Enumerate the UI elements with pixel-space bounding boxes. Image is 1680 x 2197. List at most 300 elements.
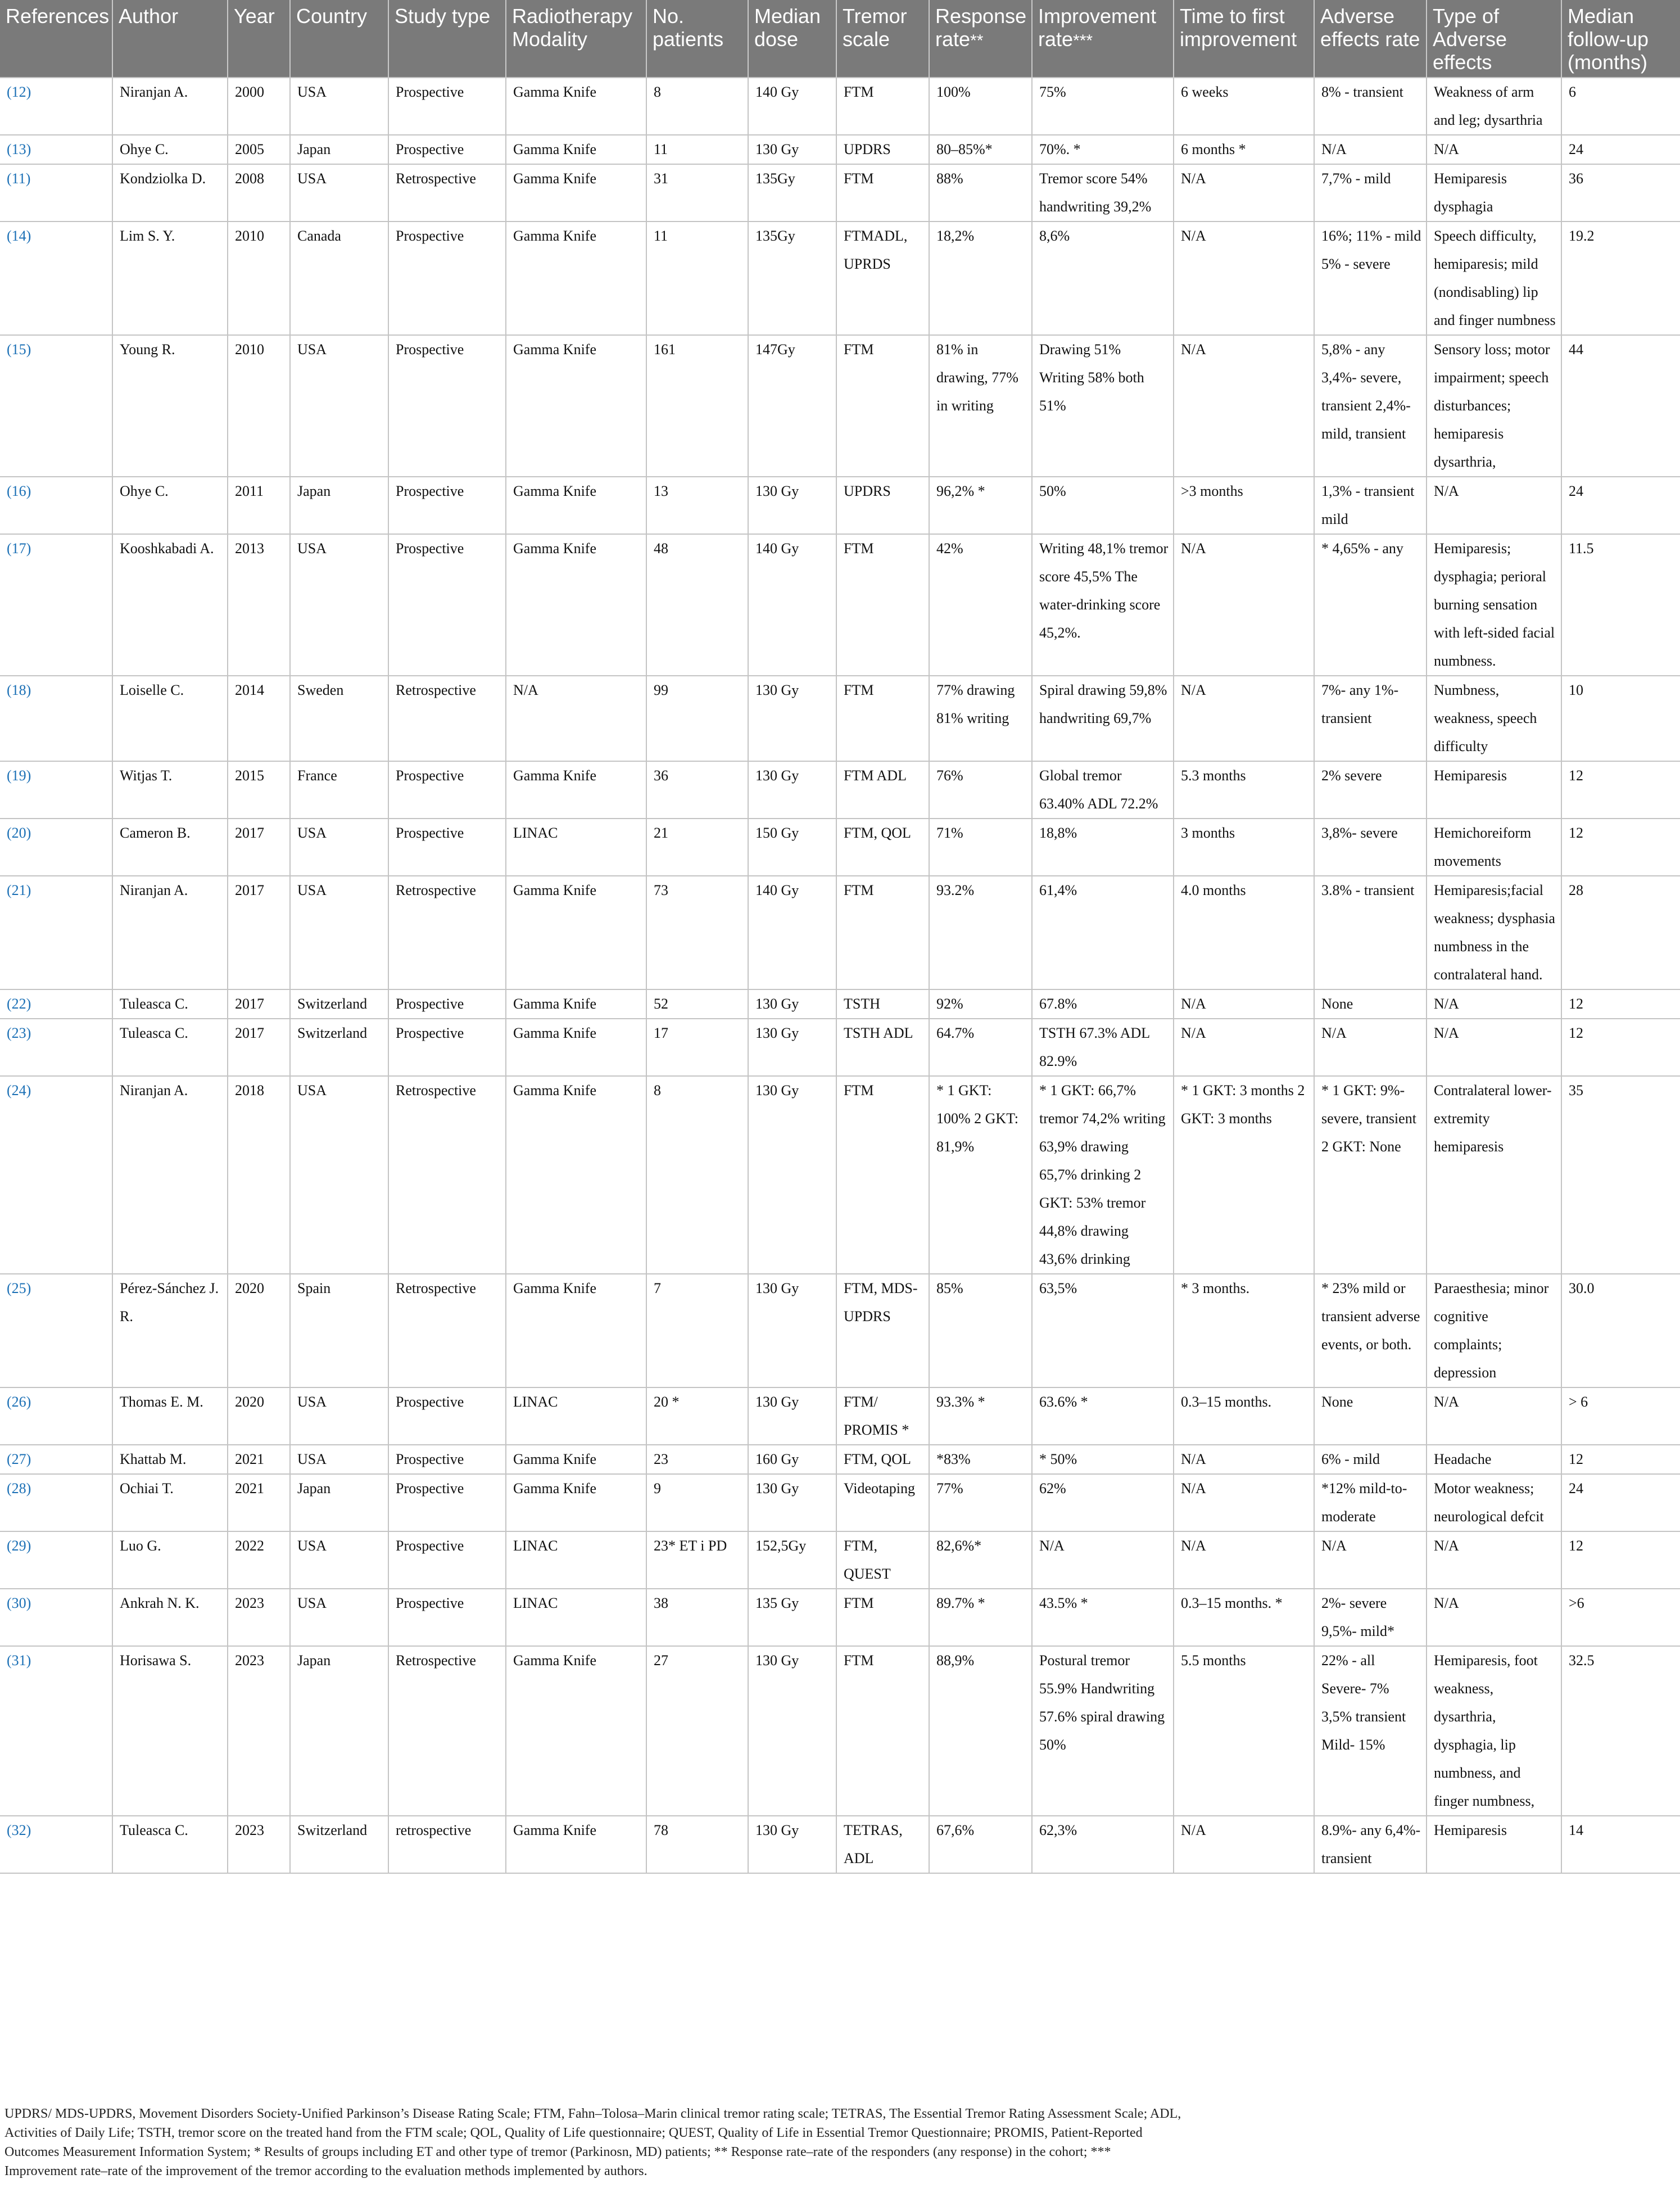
table-cell: 24 — [1561, 477, 1680, 534]
table-cell: Prospective — [388, 1445, 506, 1474]
table-row — [0, 477, 1680, 534]
table-cell: FTM — [836, 78, 929, 135]
table-cell: Retrospective — [388, 1274, 506, 1387]
column-header: No. patients — [646, 0, 748, 78]
table-cell: 5.5 months — [1174, 1646, 1314, 1816]
table-cell: Writing 48,1% tremor score 45,5% The water-drinking score 45,2%. — [1032, 534, 1174, 676]
table-cell: LINAC — [506, 1531, 646, 1589]
table-cell: 2011 — [228, 477, 290, 534]
table-cell: Ohye C. — [112, 135, 228, 164]
table-cell: Gamma Knife — [506, 1445, 646, 1474]
table-cell: Prospective — [388, 78, 506, 135]
column-header: Study type — [388, 0, 506, 78]
table-cell: 85% — [929, 1274, 1032, 1387]
table-cell: TSTH 67.3% ADL 82.9% — [1032, 1019, 1174, 1076]
table-cell: Prospective — [388, 1474, 506, 1531]
table-cell: Gamma Knife — [506, 135, 646, 164]
table-cell: Hemiparesis dysphagia — [1427, 164, 1561, 221]
table-cell: 16%; 11% - mild 5% - severe — [1314, 221, 1427, 335]
table-cell: 24 — [1561, 1474, 1680, 1531]
table-cell: N/A — [1174, 1445, 1314, 1474]
table-cell: 32.5 — [1561, 1646, 1680, 1816]
table-cell: *12% mild-to-moderate — [1314, 1474, 1427, 1531]
table-cell: Retrospective — [388, 876, 506, 989]
table-cell: Speech difficulty, hemiparesis; mild (nondisabling) lip and finger numbness — [1427, 221, 1561, 335]
table-cell: Gamma Knife — [506, 1646, 646, 1816]
column-header: Improvement rate*** — [1032, 0, 1174, 78]
table-cell: 93.3% * — [929, 1387, 1032, 1445]
table-cell: N/A — [1032, 1531, 1174, 1589]
table-cell: N/A — [1427, 477, 1561, 534]
table-cell: 11 — [646, 221, 748, 335]
table-cell: 13 — [646, 477, 748, 534]
table-cell: 140 Gy — [748, 78, 836, 135]
table-cell: Ohye C. — [112, 477, 228, 534]
table-cell: 12 — [1561, 989, 1680, 1019]
table-cell: 96,2% * — [929, 477, 1032, 534]
table-cell: 61,4% — [1032, 876, 1174, 989]
table-cell: LINAC — [506, 819, 646, 876]
table-cell: 12 — [1561, 1531, 1680, 1589]
table-cell: 140 Gy — [748, 876, 836, 989]
table-cell: 63.6% * — [1032, 1387, 1174, 1445]
table-cell: Hemiparesis — [1427, 1816, 1561, 1873]
table-cell: 81% in drawing, 77% in writing — [929, 335, 1032, 477]
table-cell: Motor weakness; neurological defcit — [1427, 1474, 1561, 1531]
footnote-marker: ** — [970, 31, 984, 50]
column-header: Response rate** — [929, 0, 1032, 78]
table-cell: Gamma Knife — [506, 78, 646, 135]
table-cell: Headache — [1427, 1445, 1561, 1474]
table-cell: N/A — [1174, 989, 1314, 1019]
table-cell: N/A — [1174, 1474, 1314, 1531]
reference-link[interactable]: (13) — [0, 135, 112, 164]
table-cell: Weakness of arm and leg; dysarthria — [1427, 78, 1561, 135]
table-cell: 89.7% * — [929, 1589, 1032, 1646]
reference-link[interactable]: (23) — [0, 1019, 112, 1076]
reference-link[interactable]: (30) — [0, 1589, 112, 1646]
table-cell: Prospective — [388, 819, 506, 876]
table-cell: Ankrah N. K. — [112, 1589, 228, 1646]
table-cell: 9 — [646, 1474, 748, 1531]
table-cell: N/A — [1314, 1019, 1427, 1076]
table-cell: 3 months — [1174, 819, 1314, 876]
table-cell: Niranjan A. — [112, 1076, 228, 1274]
table-cell: 50% — [1032, 477, 1174, 534]
table-cell: 1,3% - transient mild — [1314, 477, 1427, 534]
table-cell: 36 — [646, 761, 748, 819]
table-cell: 0.3–15 months. — [1174, 1387, 1314, 1445]
column-header: Time to first improvement — [1174, 0, 1314, 78]
table-cell: 12 — [1561, 819, 1680, 876]
table-cell: Thomas E. M. — [112, 1387, 228, 1445]
table-cell: Prospective — [388, 1387, 506, 1445]
reference-link[interactable]: (22) — [0, 989, 112, 1019]
table-cell: >6 — [1561, 1589, 1680, 1646]
table-cell: 8.9%- any 6,4%- transient — [1314, 1816, 1427, 1873]
footnote-marker: *** — [1073, 31, 1093, 50]
table-cell: 75% — [1032, 78, 1174, 135]
table-cell: 2023 — [228, 1589, 290, 1646]
reference-link[interactable]: (11) — [0, 164, 112, 221]
column-header: Country — [290, 0, 388, 78]
table-cell: N/A — [1427, 135, 1561, 164]
table-cell: Retrospective — [388, 1076, 506, 1274]
table-cell: USA — [290, 534, 388, 676]
reference-link[interactable]: (17) — [0, 534, 112, 676]
table-cell: Japan — [290, 477, 388, 534]
table-cell: 2017 — [228, 876, 290, 989]
table-cell: USA — [290, 876, 388, 989]
table-cell: 135Gy — [748, 221, 836, 335]
table-cell: 12 — [1561, 1445, 1680, 1474]
table-cell: N/A — [1174, 534, 1314, 676]
table-cell: Japan — [290, 1474, 388, 1531]
column-header: Tremor scale — [836, 0, 929, 78]
table-cell: Gamma Knife — [506, 876, 646, 989]
table-cell: Global tremor 63.40% ADL 72.2% — [1032, 761, 1174, 819]
reference-link[interactable]: (25) — [0, 1274, 112, 1387]
table-cell: 130 Gy — [748, 1274, 836, 1387]
table-cell: Videotaping — [836, 1474, 929, 1531]
table-cell: N/A — [1427, 1387, 1561, 1445]
table-cell: 2000 — [228, 78, 290, 135]
table-body — [0, 78, 1680, 1873]
table-cell: N/A — [1174, 1019, 1314, 1076]
reference-link[interactable]: (32) — [0, 1816, 112, 1873]
table-cell: Retrospective — [388, 1646, 506, 1816]
table-cell: Hemichoreiform movements — [1427, 819, 1561, 876]
table-cell: Niranjan A. — [112, 876, 228, 989]
table-cell: 71% — [929, 819, 1032, 876]
table-row — [0, 1474, 1680, 1531]
column-header: Median dose — [748, 0, 836, 78]
table-cell: * 1 GKT: 3 months 2 GKT: 3 months — [1174, 1076, 1314, 1274]
table-cell: USA — [290, 164, 388, 221]
table-cell: 24 — [1561, 135, 1680, 164]
table-cell: 67.8% — [1032, 989, 1174, 1019]
table-cell: Gamma Knife — [506, 534, 646, 676]
table-cell: 6 — [1561, 78, 1680, 135]
table-cell: 43.5% * — [1032, 1589, 1174, 1646]
table-cell: 5.3 months — [1174, 761, 1314, 819]
table-cell: FTM — [836, 534, 929, 676]
table-cell: Tuleasca C. — [112, 1816, 228, 1873]
table-row — [0, 534, 1680, 676]
table-cell: 8 — [646, 78, 748, 135]
reference-link[interactable]: (24) — [0, 1076, 112, 1274]
table-cell: 2015 — [228, 761, 290, 819]
table-cell: None — [1314, 1387, 1427, 1445]
table-cell: Prospective — [388, 335, 506, 477]
table-cell: retrospective — [388, 1816, 506, 1873]
table-cell: * 1 GKT: 9%- severe, transient 2 GKT: None — [1314, 1076, 1427, 1274]
table-cell: Retrospective — [388, 164, 506, 221]
table-cell: *83% — [929, 1445, 1032, 1474]
table-cell: 76% — [929, 761, 1032, 819]
table-cell: Postural tremor 55.9% Handwriting 57.6% spiral drawing 50% — [1032, 1646, 1174, 1816]
table-cell: 99 — [646, 676, 748, 761]
table-cell: 2017 — [228, 989, 290, 1019]
table-cell: Hemiparesis — [1427, 761, 1561, 819]
table-cell: 8,6% — [1032, 221, 1174, 335]
table-cell: Gamma Knife — [506, 761, 646, 819]
table-row — [0, 221, 1680, 335]
header-row — [0, 0, 1680, 78]
table-cell: 62% — [1032, 1474, 1174, 1531]
table-row — [0, 164, 1680, 221]
table-row — [0, 1816, 1680, 1873]
table-cell: 2017 — [228, 1019, 290, 1076]
table-cell: * 4,65% - any — [1314, 534, 1427, 676]
reference-link[interactable]: (21) — [0, 876, 112, 989]
reference-link[interactable]: (19) — [0, 761, 112, 819]
table-cell: 130 Gy — [748, 1646, 836, 1816]
table-cell: Prospective — [388, 1589, 506, 1646]
table-cell: 77% — [929, 1474, 1032, 1531]
table-cell: 12 — [1561, 761, 1680, 819]
table-cell: 0.3–15 months. * — [1174, 1589, 1314, 1646]
table-cell: 64.7% — [929, 1019, 1032, 1076]
table-cell: N/A — [1314, 1531, 1427, 1589]
table-row — [0, 989, 1680, 1019]
table-cell: Cameron B. — [112, 819, 228, 876]
table-cell: 2021 — [228, 1474, 290, 1531]
table-cell: USA — [290, 1076, 388, 1274]
table-cell: 130 Gy — [748, 1474, 836, 1531]
table-cell: Sweden — [290, 676, 388, 761]
table-cell: Prospective — [388, 1019, 506, 1076]
table-cell: 2010 — [228, 335, 290, 477]
reference-link[interactable]: (14) — [0, 221, 112, 335]
table-cell: 6 weeks — [1174, 78, 1314, 135]
table-cell: USA — [290, 1531, 388, 1589]
table-cell: 27 — [646, 1646, 748, 1816]
table-row — [0, 78, 1680, 135]
table-cell: USA — [290, 1445, 388, 1474]
reference-link[interactable]: (29) — [0, 1531, 112, 1589]
table-cell: TSTH — [836, 989, 929, 1019]
table-cell: 11 — [646, 135, 748, 164]
table-cell: 5,8% - any 3,4%- severe, transient 2,4%- mild, transient — [1314, 335, 1427, 477]
table-row — [0, 761, 1680, 819]
table-cell: 62,3% — [1032, 1816, 1174, 1873]
table-cell: Prospective — [388, 477, 506, 534]
table-cell: 17 — [646, 1019, 748, 1076]
table-cell: Horisawa S. — [112, 1646, 228, 1816]
table-cell: 38 — [646, 1589, 748, 1646]
table-cell: 130 Gy — [748, 761, 836, 819]
column-header: References — [0, 0, 112, 78]
table-cell: FTM, MDS-UPDRS — [836, 1274, 929, 1387]
table-cell: USA — [290, 1387, 388, 1445]
table-cell: 130 Gy — [748, 135, 836, 164]
table-cell: 130 Gy — [748, 1387, 836, 1445]
table-cell: FTM, QOL — [836, 1445, 929, 1474]
table-cell: Young R. — [112, 335, 228, 477]
reference-link[interactable]: (16) — [0, 477, 112, 534]
table-cell: 8% - transient — [1314, 78, 1427, 135]
table-cell: FTM — [836, 1589, 929, 1646]
table-cell: Gamma Knife — [506, 1076, 646, 1274]
table-cell: 28 — [1561, 876, 1680, 989]
table-cell: FTM ADL — [836, 761, 929, 819]
table-row — [0, 1589, 1680, 1646]
table-cell: Kooshkabadi A. — [112, 534, 228, 676]
table-row — [0, 876, 1680, 989]
table-cell: Drawing 51% Writing 58% both 51% — [1032, 335, 1174, 477]
table-cell: Loiselle C. — [112, 676, 228, 761]
table-cell: 135Gy — [748, 164, 836, 221]
table-cell: Prospective — [388, 989, 506, 1019]
reference-link[interactable]: (26) — [0, 1387, 112, 1445]
table-cell: 80–85%* — [929, 135, 1032, 164]
table-cell: UPDRS — [836, 477, 929, 534]
table-cell: 31 — [646, 164, 748, 221]
table-cell: Khattab M. — [112, 1445, 228, 1474]
table-row — [0, 1531, 1680, 1589]
table-cell: FTM — [836, 1646, 929, 1816]
table-cell: 2%- severe 9,5%- mild* — [1314, 1589, 1427, 1646]
table-cell: Witjas T. — [112, 761, 228, 819]
table-cell: 10 — [1561, 676, 1680, 761]
table-cell: 100% — [929, 78, 1032, 135]
table-row — [0, 1019, 1680, 1076]
reference-link[interactable]: (27) — [0, 1445, 112, 1474]
reference-link[interactable]: (28) — [0, 1474, 112, 1531]
table-cell: 22% - all Severe- 7% 3,5% transient Mild- 15% — [1314, 1646, 1427, 1816]
table-cell: 42% — [929, 534, 1032, 676]
table-cell: N/A — [1427, 989, 1561, 1019]
table-cell: Japan — [290, 1646, 388, 1816]
table-cell: Sensory loss; motor impairment; speech disturbances; hemiparesis dysarthria, — [1427, 335, 1561, 477]
table-cell: 152,5Gy — [748, 1531, 836, 1589]
table-cell: 18,8% — [1032, 819, 1174, 876]
table-cell: 18,2% — [929, 221, 1032, 335]
table-cell: 147Gy — [748, 335, 836, 477]
table-cell: USA — [290, 335, 388, 477]
table-cell: 67,6% — [929, 1816, 1032, 1873]
table-cell: 130 Gy — [748, 477, 836, 534]
table-cell: Tuleasca C. — [112, 1019, 228, 1076]
table-cell: Japan — [290, 135, 388, 164]
column-header: Median follow-up (months) — [1561, 0, 1680, 78]
table-cell: 2021 — [228, 1445, 290, 1474]
reference-link[interactable]: (31) — [0, 1646, 112, 1816]
table-cell: 2005 — [228, 135, 290, 164]
table-cell: 6% - mild — [1314, 1445, 1427, 1474]
table-cell: FTM/ PROMIS * — [836, 1387, 929, 1445]
table-cell: FTM, QOL — [836, 819, 929, 876]
table-cell: Gamma Knife — [506, 1274, 646, 1387]
table-cell: None — [1314, 989, 1427, 1019]
column-header: Radiotherapy Modality — [506, 0, 646, 78]
reference-link[interactable]: (18) — [0, 676, 112, 761]
table-cell: 92% — [929, 989, 1032, 1019]
table-cell: Numbness, weakness, speech difficulty — [1427, 676, 1561, 761]
table-cell: Prospective — [388, 1531, 506, 1589]
table-cell: 63,5% — [1032, 1274, 1174, 1387]
table-cell: Tuleasca C. — [112, 989, 228, 1019]
table-cell: FTM — [836, 164, 929, 221]
table-cell: TSTH ADL — [836, 1019, 929, 1076]
table-cell: Niranjan A. — [112, 78, 228, 135]
table-cell: 2020 — [228, 1274, 290, 1387]
table-cell: 2010 — [228, 221, 290, 335]
table-cell: Canada — [290, 221, 388, 335]
table-cell: Retrospective — [388, 676, 506, 761]
table-cell: 77% drawing 81% writing — [929, 676, 1032, 761]
table-cell: 161 — [646, 335, 748, 477]
table-cell: 44 — [1561, 335, 1680, 477]
table-cell: Switzerland — [290, 1816, 388, 1873]
table-cell: * 50% — [1032, 1445, 1174, 1474]
table-cell: 23 — [646, 1445, 748, 1474]
table-cell: N/A — [1174, 676, 1314, 761]
table-row — [0, 1076, 1680, 1274]
table-header — [0, 0, 1680, 78]
table-cell: > 6 — [1561, 1387, 1680, 1445]
table-cell: 88% — [929, 164, 1032, 221]
table-cell: Gamma Knife — [506, 989, 646, 1019]
table-cell: * 1 GKT: 66,7% tremor 74,2% writing 63,9% drawing 65,7% drinking 2 GKT: 53% tremor 44,8% drawing 43,6% drinking — [1032, 1076, 1174, 1274]
table-row — [0, 676, 1680, 761]
table-cell: 130 Gy — [748, 1076, 836, 1274]
table-cell: USA — [290, 78, 388, 135]
table-cell: Hemiparesis;facial weakness; dysphasia numbness in the contralateral hand. — [1427, 876, 1561, 989]
table-cell: 48 — [646, 534, 748, 676]
table-cell: 7%- any 1%- transient — [1314, 676, 1427, 761]
table-cell: 2008 — [228, 164, 290, 221]
table-cell: Spain — [290, 1274, 388, 1387]
table-cell: 30.0 — [1561, 1274, 1680, 1387]
table-cell: Gamma Knife — [506, 164, 646, 221]
table-cell: Gamma Knife — [506, 1474, 646, 1531]
table-cell: * 23% mild or transient adverse events, or both. — [1314, 1274, 1427, 1387]
table-cell: Contralateral lower-extremity hemiparesis — [1427, 1076, 1561, 1274]
table-cell: 6 months * — [1174, 135, 1314, 164]
table-cell: France — [290, 761, 388, 819]
column-header: Type of Adverse effects — [1427, 0, 1561, 78]
table-cell: 4.0 months — [1174, 876, 1314, 989]
table-cell: 93.2% — [929, 876, 1032, 989]
table-cell: Prospective — [388, 761, 506, 819]
table-cell: Tremor score 54% handwriting 39,2% — [1032, 164, 1174, 221]
table-cell: 14 — [1561, 1816, 1680, 1873]
table-cell: 88,9% — [929, 1646, 1032, 1816]
table-cell: Gamma Knife — [506, 1019, 646, 1076]
table-cell: 2% severe — [1314, 761, 1427, 819]
table-cell: FTM — [836, 1076, 929, 1274]
table-cell: Lim S. Y. — [112, 221, 228, 335]
reference-link[interactable]: (12) — [0, 78, 112, 135]
reference-link[interactable]: (15) — [0, 335, 112, 477]
table-cell: 2018 — [228, 1076, 290, 1274]
table-cell: Luo G. — [112, 1531, 228, 1589]
reference-link[interactable]: (20) — [0, 819, 112, 876]
table-cell: 2013 — [228, 534, 290, 676]
table-cell: 135 Gy — [748, 1589, 836, 1646]
table-row — [0, 1274, 1680, 1387]
table-cell: N/A — [1174, 1531, 1314, 1589]
table-cell: Hemiparesis, foot weakness, dysarthria, dysphagia, lip numbness, and finger numbness, — [1427, 1646, 1561, 1816]
table-cell: 12 — [1561, 1019, 1680, 1076]
table-cell: 130 Gy — [748, 676, 836, 761]
table-cell: Paraesthesia; minor cognitive complaints; depression — [1427, 1274, 1561, 1387]
table-cell: UPDRS — [836, 135, 929, 164]
table-cell: 8 — [646, 1076, 748, 1274]
table-row — [0, 819, 1680, 876]
